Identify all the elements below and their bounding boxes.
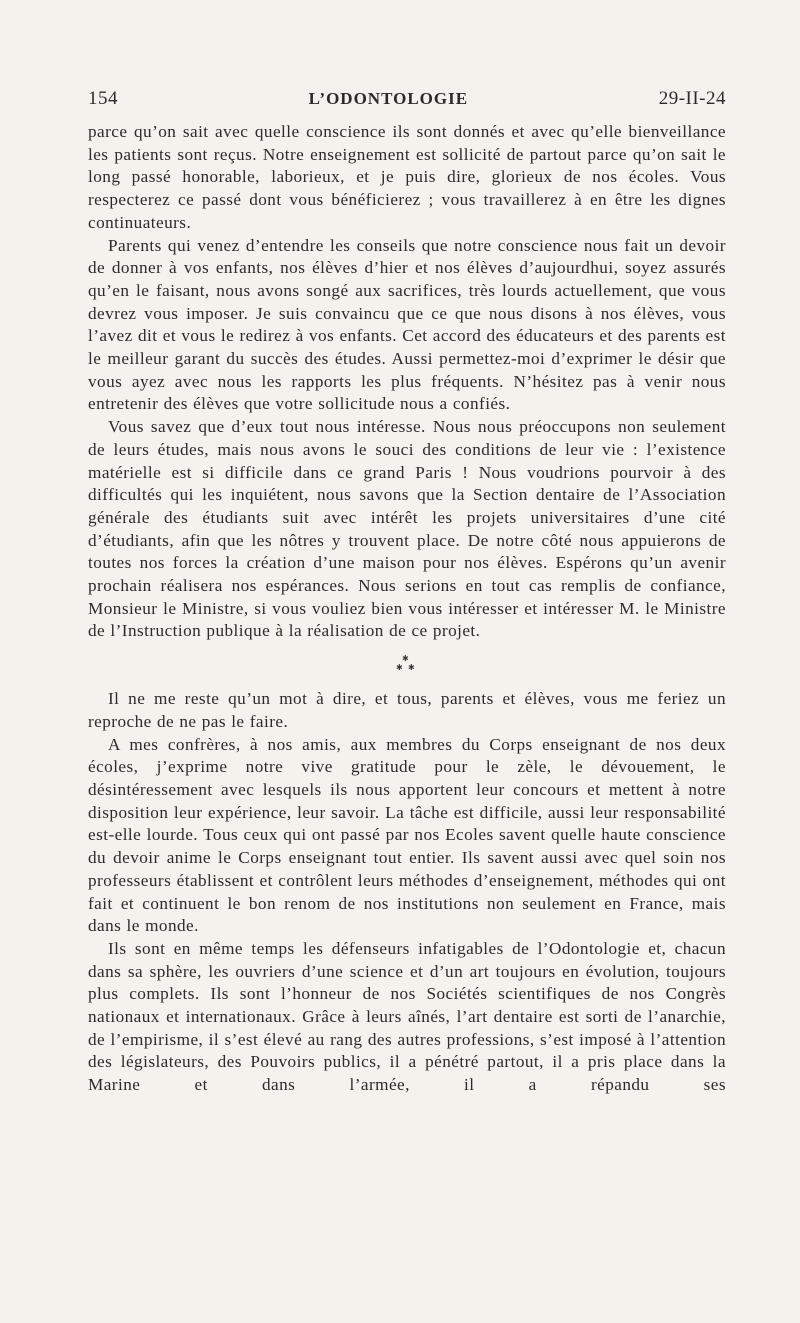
paragraph-5: A mes confrères, à nos amis, aux membres du Corps enseignant de nos deux écoles, j’exprime notre vive gratitude pour le zèle, le dévouement, le désintéressement avec lesquels ils nous apportent leur concours et mettent à notre disposition leur expérience, leur savoir. La tâche est difficile, aussi leur responsabilité est-elle lourde. Tous ceux qui ont passé par nos Ecoles savent quelle haute conscience du devoir anime le Corps enseignant tout entier. Ils savent aussi avec quel soin nos professeurs établissent et contrôlent leurs méthodes d’enseignement, méthodes qui ont fait et continuent le bon renom de nos institutions non seulement en France, mais dans le monde. <box>88 734 726 936</box>
ornament-star-right: ✱ <box>408 663 416 673</box>
ornament-star-top: ✱ <box>402 654 410 664</box>
section-ornament <box>88 643 726 688</box>
paragraph-1: parce qu’on sait avec quelle conscience ils sont donnés et avec qu’elle bienveillance les patients sont reçus. Notre enseignement est sollicité de partout parce qu’on sait le long passé honorable, laborieux, et je puis dire, glorieux de nos écoles. Vous respecterez ce passé dont vous bénéficierez ; vous travaillerez à en être les dignes continuateurs. <box>88 122 726 232</box>
ornament-star-left: ✱ <box>396 663 404 673</box>
body-text <box>88 121 726 1097</box>
paragraph-4: Il ne me reste qu’un mot à dire, et tous, parents et élèves, vous me feriez un reproche de ne pas le faire. <box>88 689 726 731</box>
issue-date: 29-II-24 <box>658 88 726 109</box>
journal-title: L’ODONTOLOGIE <box>308 89 469 108</box>
paragraph-2: Parents qui venez d’entendre les conseils que notre conscience nous fait un devoir de donner à vos enfants, nos élèves d’hier et nos élèves d’aujourdhui, soyez assurés qu’en le faisant, nous avons songé aux sacrifices, très lourds actuellement, que vous devrez vous imposer. Je suis convaincu que ce que nous disons à nos élèves, vous l’avez dit et vous le redirez à vos enfants. Cet accord des éducateurs et des parents est le meilleur garant du succès des études. Aussi permettez-moi d’exprimer le désir que vous ayez avec nous les rapports les plus fréquents. N’hésitez pas à venir nous entretenir des élèves que votre sollicitude nous a confiés. <box>88 235 726 414</box>
paragraph-3: Vous savez que d’eux tout nous intéresse. Nous nous préoccupons non seulement de leurs études, mais nous avons le souci des conditions de leur vie : l’existence matérielle est si difficile dans ce grand Paris ! Nous voudrions pourvoir à des difficultés qui les inquiétent, nous savons que la Section dentaire de l’Association générale des étudiants suit avec intérêt les projets universitaires d’une cité d’étudiants, afin que les nôtres y trouvent place. De notre côté nous appuierons de toutes nos forces la création d’une maison pour nos élèves. Espérons qu’un avenir prochain réalisera nos espérances. Nous serions en tout cas remplis de confiance, Monsieur le Ministre, si vous vouliez bien vous intéresser et intéresser M. le Ministre de l’Instruction publique à la réalisation de ce projet. <box>88 417 726 641</box>
page-number: 154 <box>88 88 118 109</box>
paragraph-6: Ils sont en même temps les défenseurs infatigables de l’Odontologie et, chacun dans sa sphère, les ouvriers d’une science et d’un art toujours en évolution, toujours plus complets. Ils sont l’honneur de nos Sociétés scientifiques de nos Congrès nationaux et internationaux. Grâce à leurs aînés, l’art dentaire est sorti de l’anarchie, de l’empirisme, il s’est élevé au rang des autres professions, s’est imposé à l’attention des législateurs, des Pouvoirs publics, il a pénétré partout, il a pris place dans la Marine et dans l’armée, il a répandu ses <box>88 938 726 1095</box>
running-head <box>88 88 726 112</box>
